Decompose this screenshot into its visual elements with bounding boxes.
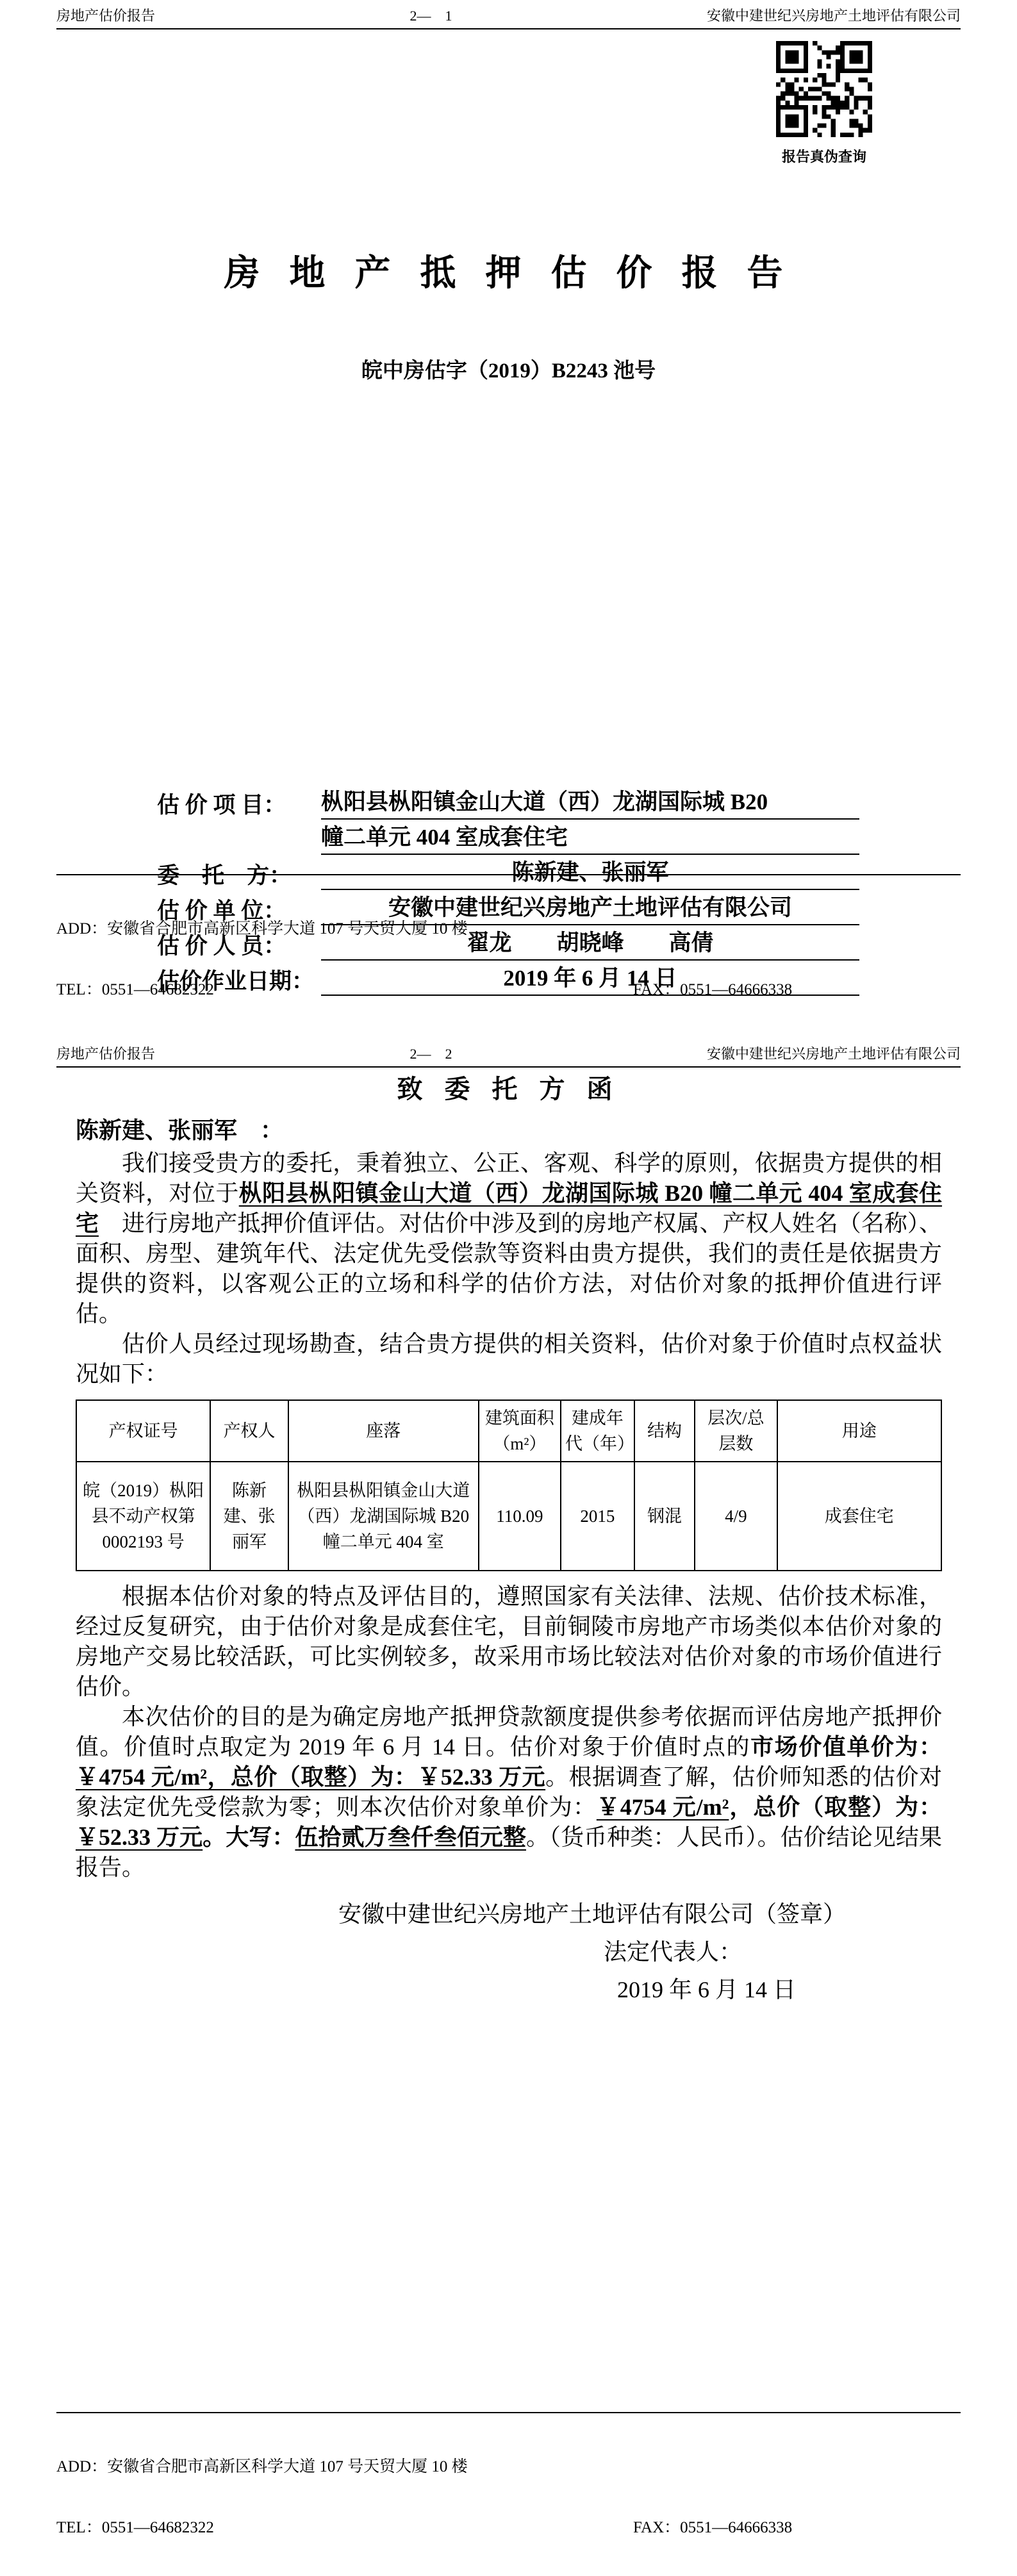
- property-rights-table: [76, 1399, 942, 1571]
- cell-usage: 成套住宅: [777, 1462, 942, 1571]
- cell-cert-no: 皖（2019）枞阳县不动产权第 0002193 号: [76, 1462, 210, 1571]
- letter-title: 致 委 托 方 函: [397, 1075, 620, 1103]
- footer-tel: TEL：0551—64682322: [56, 981, 214, 998]
- cell-floor-level: 4/9: [695, 1462, 777, 1571]
- table-header-row: [76, 1400, 941, 1462]
- field-project-value-line2: 幢二单元 404 室成套住宅: [321, 820, 859, 855]
- footer-fax: FAX：0551—64666338: [633, 2519, 793, 2536]
- field-work-date-label: 估价作业日期：: [157, 969, 315, 994]
- page-1-cover: [0, 0, 1017, 1038]
- footer-contacts: [56, 2514, 961, 2538]
- page2-running-footer: [56, 2412, 961, 2573]
- field-project-line2: [157, 820, 859, 855]
- header-page-number: 2— 2: [409, 1046, 452, 1062]
- th-location: 座落: [288, 1400, 479, 1462]
- letter-salutation: 陈新建、张丽军 ：: [76, 1118, 284, 1143]
- page2-running-header: [56, 1043, 961, 1068]
- header-doc-type: 房地产估价报告: [56, 1046, 156, 1062]
- header-doc-type: 房地产估价报告: [56, 8, 156, 24]
- field-appraisers-value: 翟龙 胡晓峰 高倩: [321, 925, 859, 961]
- field-project-label: 估 价 项 目：: [157, 793, 286, 818]
- cell-floor-area: 110.09: [479, 1462, 561, 1571]
- paragraph-survey: 估价人员经过现场勘查，结合贵方提供的相关资料，估价对象于价值时点权益状况如下：: [76, 1331, 942, 1387]
- qr-code: [776, 41, 872, 137]
- th-owner: 产权人: [210, 1400, 288, 1462]
- page1-running-header: [56, 5, 961, 29]
- footer-tel: TEL：0551—64682322: [56, 2519, 214, 2536]
- th-floor-area: 建筑面积（m²）: [479, 1400, 561, 1462]
- table-row: [76, 1462, 941, 1571]
- report-main-title: 房 地 产 抵 押 估 价 报 告: [224, 254, 793, 293]
- footer-fax: FAX：0551—64666338: [633, 981, 793, 998]
- field-project: [157, 784, 859, 820]
- page1-running-footer: [56, 874, 961, 1036]
- th-structure: 结构: [634, 1400, 695, 1462]
- header-company-name: 安徽中建世纪兴房地产土地评估有限公司: [706, 8, 961, 24]
- signature-legal-rep: 法定代表人：: [603, 1939, 742, 1965]
- cell-owner: 陈新建、张丽军: [210, 1462, 288, 1571]
- footer-contacts: [56, 977, 961, 1000]
- header-company-name: 安徽中建世纪兴房地产土地评估有限公司: [706, 1046, 961, 1062]
- qr-verification-block: [776, 41, 872, 166]
- header-page-number: 2— 1: [409, 8, 452, 24]
- field-work-date-value: 2019 年 6 月 14 日: [321, 961, 859, 996]
- field-client-value: 陈新建、张丽军: [321, 855, 859, 890]
- footer-address: ADD：安徽省合肥市高新区科学大道 107 号天贸大厦 10 楼: [56, 920, 468, 937]
- field-project-value-line1: 枞阳县枞阳镇金山大道（西）龙湖国际城 B20: [321, 784, 859, 820]
- th-cert-no: 产权证号: [76, 1400, 210, 1462]
- cell-build-year: 2015: [561, 1462, 634, 1571]
- cell-structure: 钢混: [634, 1462, 695, 1571]
- field-agency-label: 估 价 单 位：: [157, 898, 286, 923]
- qr-caption: 报告真伪查询: [781, 149, 866, 165]
- cell-location: 枞阳县枞阳镇金山大道（西）龙湖国际城 B20 幢二单元 404 室: [288, 1462, 479, 1571]
- signature-company: 安徽中建世纪兴房地产土地评估有限公司（签章）: [338, 1901, 846, 1927]
- paragraph-engagement: 我们接受贵方的委托，秉着独立、公正、客观、科学的原则，依据贵方提供的相关资料，对位于枞阳县枞阳镇金山大道（西）龙湖国际城 B20 幢二单元 404 室成套住宅 进行房地产抵押价值评估。对估价中涉及到的房地产权属、产权人姓名（名称）、面积、房型、建筑年代、法定优先受偿款等资料由贵方提供，我们的责任是依据贵方提供的资料，以客观公正的立场和科学的估价方法，对估价对象的抵押价值进行评估。: [76, 1150, 942, 1326]
- field-appraisers-label: 估 价 人 员：: [157, 934, 286, 959]
- page-2-letter: [0, 1038, 1017, 2576]
- letter-body: [76, 1148, 942, 2005]
- paragraph-method: 根据本估价对象的特点及评估目的，遵照国家有关法律、法规、估价技术标准，经过反复研究，由于估价对象是成套住宅，目前铜陵市房地产市场类似本估价对象的房地产交易比较活跃，可比实例较多，故采用市场比较法对估价对象的市场价值进行估价。: [76, 1583, 942, 1699]
- th-floor-level: 层次/总层数: [695, 1400, 777, 1462]
- report-doc-number: 皖中房估字（2019）B2243 池号: [361, 359, 656, 383]
- th-build-year: 建成年代（年）: [561, 1400, 634, 1462]
- field-client-label: 委 托 方：: [157, 863, 292, 888]
- signature-date: 2019 年 6 月 14 日: [616, 1977, 796, 2002]
- field-agency-value: 安徽中建世纪兴房地产土地评估有限公司: [321, 890, 859, 925]
- footer-address: ADD：安徽省合肥市高新区科学大道 107 号天贸大厦 10 楼: [56, 2458, 468, 2475]
- th-usage: 用途: [777, 1400, 942, 1462]
- paragraph-conclusion: 本次估价的目的是为确定房地产抵押贷款额度提供参考依据而评估房地产抵押价值。价值时点取定为 2019 年 6 月 14 日。估价对象于价值时点的市场价值单价为：￥4754 元/m²，总价（取整）为：￥52.33 万元。根据调查了解，估价师知悉的估价对象法定优先受偿款为零；则本次估价对象单价为：￥4754 元/m²，总价（取整）为：￥52.33 万元。大写：伍拾贰万叁仟叁佰元整。（货币种类：人民币）。估价结论见结果报告。: [76, 1704, 942, 1880]
